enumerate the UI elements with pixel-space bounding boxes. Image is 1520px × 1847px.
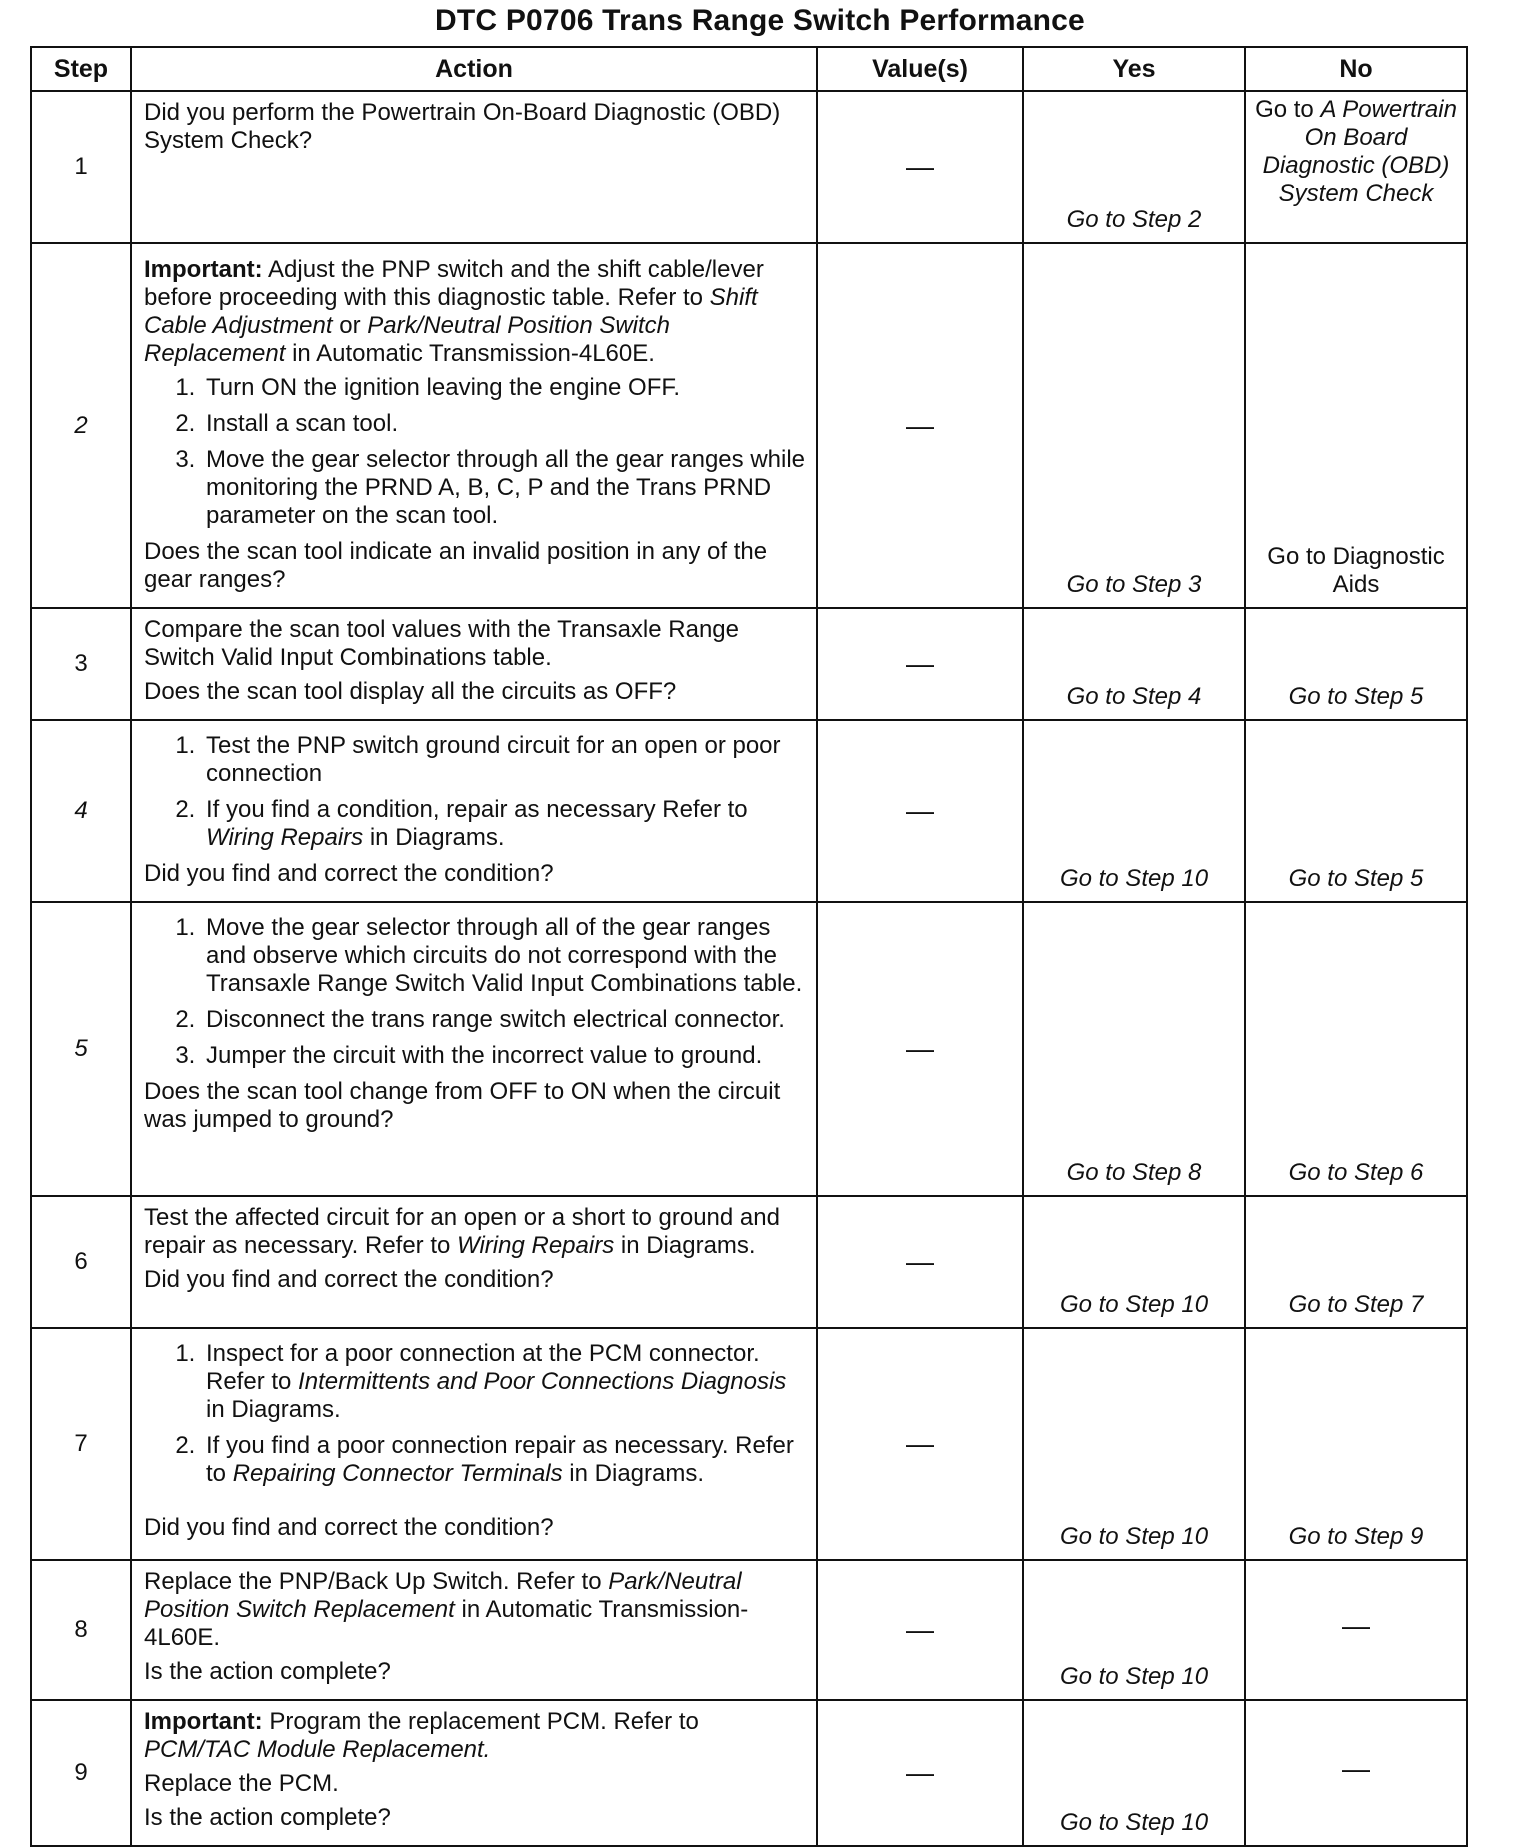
question-text: Did you find and correct the condition? [144, 1266, 554, 1293]
value-cell: — [817, 720, 1023, 902]
action-text: Compare the scan tool values with the Transaxle Range Switch Valid Input Combinations table. [144, 616, 739, 671]
list-item: 3. Move the gear selector through all the gear ranges while monitoring the PRND A, B, C, P and the Trans PRND parameter on the scan tool. [202, 446, 806, 530]
note-text: Adjust the PNP switch and the shift cable/lever before proceeding with this diagnostic table. Refer to [144, 256, 764, 311]
list-item: 3. Jumper the circuit with the incorrect value to ground. [202, 1042, 806, 1070]
step-number: 3 [31, 608, 131, 720]
step-number: 6 [31, 1196, 131, 1328]
table-row [31, 720, 1467, 902]
value-cell: — [817, 91, 1023, 243]
list-item: 2. Disconnect the trans range switch electrical connector. [202, 1006, 806, 1034]
value-cell: — [817, 1700, 1023, 1846]
list-item: 1. Test the PNP switch ground circuit for an open or poor connection [202, 732, 806, 788]
no-link[interactable]: Go to Step 5 [1245, 720, 1467, 902]
important-note [144, 256, 806, 368]
value-cell: — [817, 1560, 1023, 1700]
yes-link[interactable]: Go to Step 8 [1023, 902, 1245, 1196]
note-text: in Automatic Transmission-4L60E. [285, 340, 655, 367]
step-list [144, 914, 806, 1070]
action-cell [131, 902, 817, 1196]
action-cell [131, 91, 817, 243]
question-text: Did you find and correct the condition? [144, 860, 554, 887]
action-text-part: Replace the PNP/Back Up Switch. Refer to [144, 1568, 609, 1595]
yes-link[interactable]: Go to Step 10 [1023, 1700, 1245, 1846]
item-text: in Diagrams. [363, 824, 505, 851]
step-list [144, 1340, 806, 1488]
value-cell: — [817, 1196, 1023, 1328]
table-row [31, 1196, 1467, 1328]
action-text: Did you perform the Powertrain On-Board Diagnostic (OBD) System Check? [144, 99, 781, 154]
step-number: 1 [31, 91, 131, 243]
action-text-part: in Automatic Transmission-4L60E. [144, 1596, 749, 1651]
header-row [31, 47, 1467, 91]
table-row [31, 1560, 1467, 1700]
header-values: Value(s) [817, 47, 1023, 91]
table-row [31, 902, 1467, 1196]
no-link[interactable]: Go to Diagnostic Aids [1245, 243, 1467, 608]
value-cell: — [817, 608, 1023, 720]
question-text: Did you find and correct the condition? [144, 1514, 554, 1541]
header-yes: Yes [1023, 47, 1245, 91]
list-item [202, 1432, 806, 1488]
reference-link[interactable]: PCM/TAC Module Replacement. [144, 1736, 491, 1763]
important-label: Important: [144, 256, 263, 283]
step-list [144, 374, 806, 530]
yes-link[interactable]: Go to Step 2 [1023, 91, 1245, 243]
action-cell [131, 1560, 817, 1700]
step-number: 4 [31, 720, 131, 902]
header-no: No [1245, 47, 1467, 91]
table-row [31, 1328, 1467, 1560]
question-text: Does the scan tool change from OFF to ON when the circuit was jumped to ground? [144, 1078, 781, 1133]
table-row [31, 608, 1467, 720]
page-title: DTC P0706 Trans Range Switch Performance [435, 4, 1085, 37]
action-text-part: in Diagrams. [614, 1232, 756, 1259]
reference-link[interactable]: Wiring Repairs [206, 824, 364, 851]
table-row [31, 1700, 1467, 1846]
reference-link[interactable]: Repairing Connector Terminals [232, 1460, 563, 1487]
list-item [202, 796, 806, 852]
yes-link[interactable]: Go to Step 10 [1023, 720, 1245, 902]
list-item: 1. Move the gear selector through all of the gear ranges and observe which circuits do not correspond with the Transaxle Range Switch Valid Input Combinations table. [202, 914, 806, 998]
reference-link[interactable]: Wiring Repairs [457, 1232, 615, 1259]
reference-link[interactable]: Park/Neutral Position Switch Replacement [144, 1568, 742, 1623]
yes-link[interactable]: Go to Step 10 [1023, 1196, 1245, 1328]
diagnostic-table [30, 46, 1468, 1847]
list-item: 2. Install a scan tool. [202, 410, 806, 438]
item-text: Inspect for a poor connection at the PCM connector. Refer to [206, 1340, 760, 1395]
value-cell: — [817, 243, 1023, 608]
item-text: in Diagrams. [562, 1460, 705, 1487]
no-link[interactable]: Go to Step 9 [1245, 1328, 1467, 1560]
table-row [31, 91, 1467, 243]
list-item [202, 1340, 806, 1424]
action-cell [131, 720, 817, 902]
no-link[interactable]: Go to Step 7 [1245, 1196, 1467, 1328]
yes-link[interactable]: Go to Step 3 [1023, 243, 1245, 608]
action-cell [131, 1700, 817, 1846]
reference-link[interactable]: Park/Neutral Position Switch Replacement [144, 312, 671, 367]
no-link[interactable]: Go to Step 5 [1245, 608, 1467, 720]
step-number: 2 [31, 243, 131, 608]
yes-link[interactable]: Go to Step 10 [1023, 1560, 1245, 1700]
no-value: — [1245, 1560, 1467, 1700]
value-cell: — [817, 1328, 1023, 1560]
step-number: 5 [31, 902, 131, 1196]
header-step: Step [31, 47, 131, 91]
header-action: Action [131, 47, 817, 91]
yes-link[interactable]: Go to Step 10 [1023, 1328, 1245, 1560]
step-number: 9 [31, 1700, 131, 1846]
table-row [31, 243, 1467, 608]
item-text: If you find a condition, repair as necessary Refer to [206, 796, 748, 823]
action-cell [131, 1328, 817, 1560]
item-text: in Diagrams. [206, 1396, 341, 1423]
action-cell [131, 1196, 817, 1328]
action-text: Replace the PCM. [144, 1770, 339, 1797]
yes-link[interactable]: Go to Step 4 [1023, 608, 1245, 720]
important-label: Important: [144, 1708, 263, 1735]
item-text: If you find a poor connection repair as necessary. Refer to [206, 1432, 794, 1487]
reference-link[interactable]: Intermittents and Poor Connections Diagnosis [298, 1368, 787, 1395]
value-cell: — [817, 902, 1023, 1196]
step-list [144, 732, 806, 852]
question-text: Does the scan tool display all the circuits as OFF? [144, 678, 677, 705]
question-text: Is the action complete? [144, 1804, 391, 1831]
action-cell [131, 608, 817, 720]
step-number: 7 [31, 1328, 131, 1560]
action-cell [131, 243, 817, 608]
no-text-prefix: Go to [1255, 96, 1321, 123]
reference-link[interactable]: Shift Cable Adjustment [144, 284, 758, 339]
no-link[interactable] [1245, 91, 1467, 243]
no-link[interactable]: Go to Step 6 [1245, 902, 1467, 1196]
no-text-link: A Powertrain On Board Diagnostic (OBD) System Check [1262, 96, 1457, 207]
action-text [144, 1204, 806, 1260]
action-text [144, 1568, 806, 1652]
list-item: 1. Turn ON the ignition leaving the engine OFF. [202, 374, 806, 402]
no-value: — [1245, 1700, 1467, 1846]
question-text: Does the scan tool indicate an invalid position in any of the gear ranges? [144, 538, 768, 593]
note-text: Program the replacement PCM. Refer to [262, 1708, 699, 1735]
important-note [144, 1708, 806, 1764]
note-text: or [332, 312, 368, 339]
question-text: Is the action complete? [144, 1658, 391, 1685]
step-number: 8 [31, 1560, 131, 1700]
action-text-part: Test the affected circuit for an open or a short to ground and repair as necessary. Refer to [144, 1204, 780, 1259]
